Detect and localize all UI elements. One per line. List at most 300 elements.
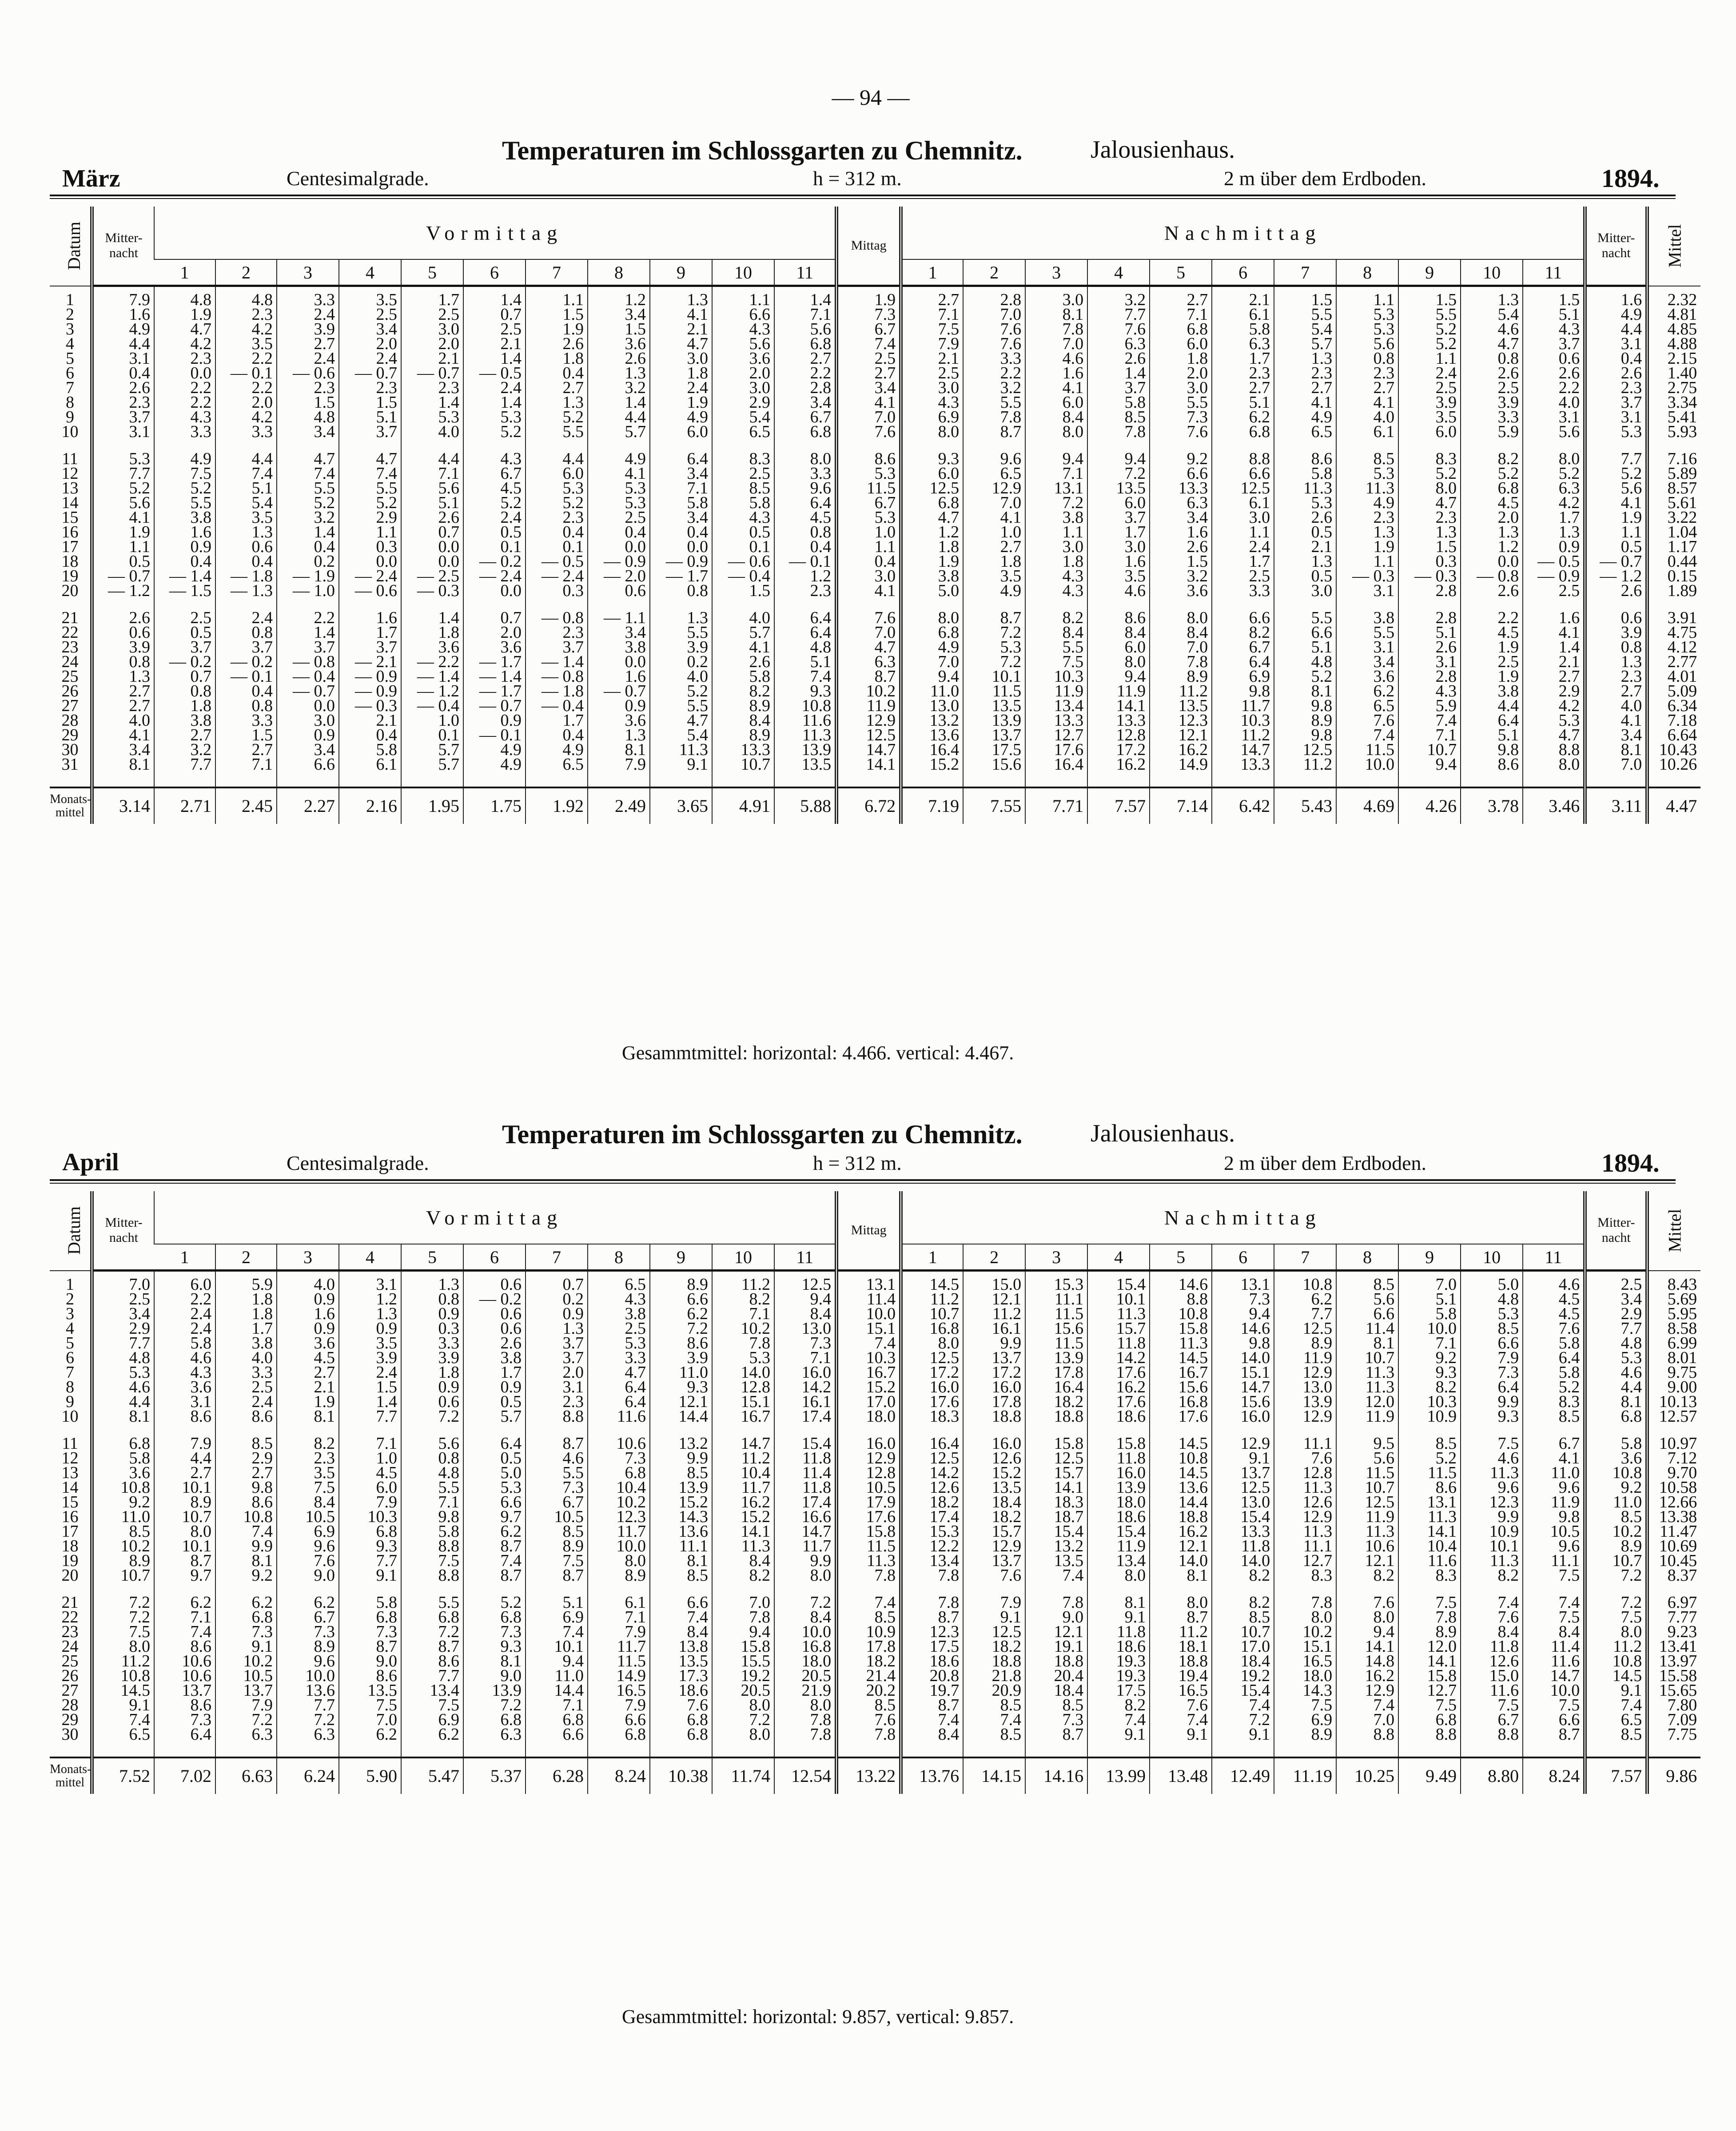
temp-cell: 5.0 bbox=[1461, 1271, 1523, 1292]
temp-cell: 2.1 bbox=[277, 1380, 339, 1395]
temp-cell: 8.0 bbox=[1150, 611, 1212, 625]
temp-cell: 17.2 bbox=[1087, 743, 1150, 757]
temp-cell: 8.9 bbox=[1585, 1539, 1647, 1554]
temp-cell: 16.0 bbox=[774, 1365, 836, 1380]
temp-cell: 11.3 bbox=[774, 728, 836, 743]
day-cell: 11 bbox=[62, 1436, 78, 1451]
temp-cell: 12.2 bbox=[901, 1539, 963, 1554]
temp-cell: 12.3 bbox=[901, 1625, 963, 1639]
temp-cell: 3.9 bbox=[339, 1351, 401, 1365]
gap-cell bbox=[1212, 1424, 1274, 1436]
gap-cell bbox=[1150, 1583, 1212, 1595]
temp-cell: 1.8 bbox=[401, 625, 463, 640]
gap-cell bbox=[1398, 1424, 1461, 1436]
temp-cell: 12.1 bbox=[1336, 1554, 1398, 1568]
temp-cell: 8.1 bbox=[92, 757, 154, 772]
spacer-cell bbox=[1523, 1742, 1585, 1757]
temp-cell: 10.0 bbox=[1523, 1683, 1585, 1698]
temp-cell: 9.8 bbox=[1523, 1510, 1585, 1524]
temp-cell: 12.1 bbox=[650, 1395, 712, 1409]
temp-cell: 9.6 bbox=[1461, 1480, 1523, 1495]
day-cell: 26 bbox=[61, 684, 79, 699]
temp-cell: 4.7 bbox=[1398, 496, 1461, 510]
temp-cell: 14.7 bbox=[774, 1524, 836, 1539]
temp-cell: 16.7 bbox=[712, 1409, 774, 1424]
temp-cell: — 0.9 bbox=[650, 554, 712, 569]
temp-cell: 1.1 bbox=[712, 286, 774, 307]
spacer-cell bbox=[1274, 772, 1336, 787]
temp-cell: 6.8 bbox=[588, 1727, 650, 1742]
day-cell: 28 bbox=[61, 713, 79, 728]
temp-cell: 7.0 bbox=[836, 410, 901, 425]
temp-cell: 10.8 bbox=[215, 1510, 277, 1524]
temp-cell: 6.4 bbox=[588, 1380, 650, 1395]
temp-cell: 2.2 bbox=[774, 366, 836, 381]
temp-cell: 12.3 bbox=[588, 1510, 650, 1524]
temp-cell: 8.5 bbox=[1523, 1409, 1585, 1424]
temp-cell: 4.8 bbox=[215, 286, 277, 307]
gap-cell bbox=[1274, 439, 1336, 452]
temp-cell: 9.3 bbox=[463, 1639, 526, 1654]
temp-cell: 9.2 bbox=[1150, 452, 1212, 466]
day-cell: 20 bbox=[61, 1568, 79, 1583]
temp-cell: 10.2 bbox=[588, 1495, 650, 1510]
temp-cell: 3.22 bbox=[1647, 510, 1700, 525]
temp-cell: 0.0 bbox=[401, 554, 463, 569]
temp-cell: 4.8 bbox=[277, 410, 339, 425]
temp-cell: 5.8 bbox=[712, 496, 774, 510]
table-row bbox=[50, 1610, 1700, 1625]
temp-cell: 7.0 bbox=[339, 1713, 401, 1727]
temp-cell: 12.9 bbox=[1274, 1409, 1336, 1424]
temp-cell: 7.2 bbox=[774, 1595, 836, 1610]
temp-cell: 3.4 bbox=[1336, 655, 1398, 669]
temp-cell: 9.7 bbox=[154, 1568, 215, 1583]
temp-cell: 4.7 bbox=[836, 640, 901, 655]
day-cell: 23 bbox=[61, 640, 79, 655]
spacer-cell bbox=[1212, 772, 1274, 787]
temp-cell: 2.15 bbox=[1647, 351, 1700, 366]
gap-cell bbox=[1212, 439, 1274, 452]
temp-cell: 7.6 bbox=[1336, 1595, 1398, 1610]
temp-cell: — 1.3 bbox=[215, 584, 277, 598]
temp-cell: 13.5 bbox=[963, 699, 1025, 713]
temp-cell: 5.6 bbox=[1336, 1451, 1398, 1466]
temp-cell: 4.2 bbox=[154, 337, 215, 351]
temp-cell: 6.7 bbox=[1461, 1713, 1523, 1727]
table-row bbox=[50, 1683, 1700, 1698]
temp-cell: 1.7 bbox=[1087, 525, 1150, 540]
temp-cell: 6.4 bbox=[154, 1727, 215, 1742]
gap-cell bbox=[1398, 439, 1461, 452]
temp-cell: 10.7 bbox=[154, 1510, 215, 1524]
temp-cell: 1.9 bbox=[836, 286, 901, 307]
temp-cell: 4.6 bbox=[526, 1451, 588, 1466]
temp-cell: 5.2 bbox=[1585, 466, 1647, 481]
table-row bbox=[50, 525, 1700, 540]
temp-cell: 10.7 bbox=[1336, 1351, 1398, 1365]
temp-cell: 7.0 bbox=[1150, 640, 1212, 655]
datum-label: Datum bbox=[64, 1206, 84, 1255]
temp-cell: — 0.1 bbox=[463, 728, 526, 743]
gesamtmittel: Gesammtmittel: horizontal: 9.857, vertical: 9.857. bbox=[622, 2006, 1014, 2028]
temp-cell: 3.7 bbox=[1585, 395, 1647, 410]
temp-cell: 2.6 bbox=[92, 381, 154, 395]
temp-cell: 17.8 bbox=[1025, 1365, 1087, 1380]
temp-cell: 7.8 bbox=[901, 1568, 963, 1583]
temp-cell: 6.2 bbox=[1336, 684, 1398, 699]
temp-cell: 9.3 bbox=[1461, 1409, 1523, 1424]
temp-cell: 9.4 bbox=[901, 669, 963, 684]
temp-cell: 0.0 bbox=[339, 554, 401, 569]
temp-cell: 6.4 bbox=[1461, 1380, 1523, 1395]
temp-cell: 4.5 bbox=[1461, 625, 1523, 640]
temp-cell: 2.6 bbox=[1461, 366, 1523, 381]
year-label: 1894. bbox=[1601, 1149, 1660, 1177]
header-datum bbox=[50, 207, 92, 286]
temp-cell: 18.7 bbox=[1025, 1510, 1087, 1524]
monatsmittel-cell: 8.24 bbox=[588, 1757, 650, 1794]
temp-cell: 2.2 bbox=[277, 611, 339, 625]
temp-cell: 7.2 bbox=[463, 1698, 526, 1713]
temp-cell: 3.7 bbox=[277, 640, 339, 655]
temp-cell: 8.3 bbox=[1523, 1395, 1585, 1409]
temp-cell: 12.6 bbox=[1274, 1495, 1336, 1510]
temp-cell: 1.7 bbox=[339, 625, 401, 640]
temp-cell: 0.4 bbox=[526, 525, 588, 540]
temp-cell: 7.8 bbox=[774, 1727, 836, 1742]
temp-cell: 8.1 bbox=[1585, 1395, 1647, 1409]
temp-cell: 7.4 bbox=[774, 669, 836, 684]
hour-am-7: 7 bbox=[526, 1244, 588, 1271]
temp-cell: 14.7 bbox=[1212, 743, 1274, 757]
temp-cell: 2.4 bbox=[215, 611, 277, 625]
temp-cell: 1.4 bbox=[1523, 640, 1585, 655]
temp-cell: 5.8 bbox=[92, 1451, 154, 1466]
temp-cell: 7.4 bbox=[1523, 1595, 1585, 1610]
temp-cell: 6.2 bbox=[154, 1595, 215, 1610]
gap-cell bbox=[1025, 598, 1087, 611]
temp-cell: 5.2 bbox=[1398, 322, 1461, 337]
temp-cell: 2.6 bbox=[1398, 640, 1461, 655]
temp-cell: 3.2 bbox=[1087, 286, 1150, 307]
temp-cell: 7.1 bbox=[712, 1307, 774, 1321]
temp-cell: 4.4 bbox=[154, 1451, 215, 1466]
hour-pm-9: 9 bbox=[1398, 1244, 1461, 1271]
temp-cell: 16.2 bbox=[1150, 1524, 1212, 1539]
monatsmittel-row bbox=[50, 787, 1700, 824]
hour-pm-11: 11 bbox=[1523, 259, 1585, 286]
table-row bbox=[50, 337, 1700, 351]
gap-cell bbox=[1398, 1583, 1461, 1595]
temp-cell: 10.7 bbox=[92, 1568, 154, 1583]
temp-cell: 3.3 bbox=[588, 1351, 650, 1365]
temp-cell: 4.1 bbox=[588, 466, 650, 481]
temp-cell: 7.4 bbox=[215, 1524, 277, 1539]
temp-cell: 8.3 bbox=[712, 452, 774, 466]
temp-cell: 14.0 bbox=[1150, 1554, 1212, 1568]
gap-cell bbox=[277, 1583, 339, 1595]
temp-cell: 16.7 bbox=[1150, 1365, 1212, 1380]
temp-cell: 8.6 bbox=[1087, 611, 1150, 625]
temp-cell: 5.95 bbox=[1647, 1307, 1700, 1321]
temp-cell: 7.6 bbox=[836, 425, 901, 439]
temp-cell: 2.6 bbox=[92, 611, 154, 625]
hour-am-10: 10 bbox=[712, 259, 774, 286]
temp-cell: 2.3 bbox=[526, 1395, 588, 1409]
gap-cell bbox=[463, 1424, 526, 1436]
temp-cell: 6.8 bbox=[650, 1727, 712, 1742]
temp-cell: 2.8 bbox=[1398, 584, 1461, 598]
temp-cell: 6.6 bbox=[712, 307, 774, 322]
temp-cell: 4.1 bbox=[1585, 496, 1647, 510]
temp-cell: 3.4 bbox=[836, 381, 901, 395]
temp-cell: 12.7 bbox=[1398, 1683, 1461, 1698]
monatsmittel-row bbox=[50, 1757, 1700, 1794]
temp-cell: 7.4 bbox=[339, 466, 401, 481]
temp-cell: 0.2 bbox=[277, 554, 339, 569]
temp-cell: 0.6 bbox=[463, 1271, 526, 1292]
temp-cell: — 0.1 bbox=[774, 554, 836, 569]
temp-cell: 0.5 bbox=[154, 625, 215, 640]
temp-cell: 8.0 bbox=[1087, 655, 1150, 669]
temp-cell: 7.9 bbox=[588, 1698, 650, 1713]
temp-cell: 5.0 bbox=[901, 584, 963, 598]
temp-cell: 19.1 bbox=[1025, 1639, 1087, 1654]
temp-cell: 18.2 bbox=[901, 1495, 963, 1510]
monatsmittel-cell: 14.16 bbox=[1025, 1757, 1087, 1794]
temp-cell: 7.8 bbox=[1025, 322, 1087, 337]
temp-cell: 7.3 bbox=[339, 1625, 401, 1639]
temp-cell: 10.45 bbox=[1647, 1554, 1700, 1568]
day-cell: 5 bbox=[66, 351, 74, 366]
temp-cell: 1.3 bbox=[1461, 286, 1523, 307]
gap-cell bbox=[92, 1583, 154, 1595]
temp-cell: 11.2 bbox=[712, 1451, 774, 1466]
temp-cell: 9.8 bbox=[1274, 728, 1336, 743]
temp-cell: 8.6 bbox=[154, 1409, 215, 1424]
temp-cell: 12.6 bbox=[963, 1451, 1025, 1466]
temp-cell: 1.0 bbox=[963, 525, 1025, 540]
temp-cell: 3.6 bbox=[588, 337, 650, 351]
temp-cell: 3.4 bbox=[774, 395, 836, 410]
temp-cell: 2.77 bbox=[1647, 655, 1700, 669]
temp-cell: 1.1 bbox=[1398, 351, 1461, 366]
temp-cell: 16.2 bbox=[1336, 1669, 1398, 1683]
temp-cell: 8.0 bbox=[1523, 757, 1585, 772]
temp-cell: 8.0 bbox=[154, 1524, 215, 1539]
temp-cell: 12.6 bbox=[1461, 1654, 1523, 1669]
temp-cell: 0.8 bbox=[1585, 640, 1647, 655]
temp-cell: 5.9 bbox=[1398, 699, 1461, 713]
monatsmittel-label: Monats- mittel bbox=[50, 1757, 92, 1794]
temp-cell: 6.0 bbox=[1398, 425, 1461, 439]
temp-cell: 17.6 bbox=[901, 1395, 963, 1409]
temp-cell: 4.9 bbox=[1336, 496, 1398, 510]
temp-cell: 7.09 bbox=[1647, 1713, 1700, 1727]
temp-cell: 0.9 bbox=[401, 1380, 463, 1395]
gap-cell bbox=[401, 1583, 463, 1595]
temp-cell: 7.1 bbox=[901, 307, 963, 322]
temp-cell: 6.3 bbox=[277, 1727, 339, 1742]
row-gap bbox=[50, 1424, 1700, 1436]
temp-cell: 16.0 bbox=[901, 1380, 963, 1395]
temp-cell: 11.6 bbox=[1523, 1654, 1585, 1669]
temp-cell: 3.9 bbox=[1461, 395, 1523, 410]
temp-cell: 8.01 bbox=[1647, 1351, 1700, 1365]
table-row bbox=[50, 1669, 1700, 1683]
year-label: 1894. bbox=[1601, 164, 1660, 193]
temp-cell: 7.0 bbox=[836, 625, 901, 640]
monatsmittel-cell: 4.91 bbox=[712, 787, 774, 824]
hour-pm-4: 4 bbox=[1087, 259, 1150, 286]
temp-cell: 18.8 bbox=[1150, 1510, 1212, 1524]
temp-cell: 11.4 bbox=[774, 1466, 836, 1480]
temp-cell: 8.7 bbox=[836, 669, 901, 684]
temp-cell: 1.5 bbox=[1274, 286, 1336, 307]
temp-cell: 7.6 bbox=[963, 337, 1025, 351]
temp-cell: — 0.7 bbox=[463, 699, 526, 713]
temp-cell: 6.34 bbox=[1647, 699, 1700, 713]
temp-cell: 4.9 bbox=[588, 452, 650, 466]
temp-cell: 10.9 bbox=[1398, 1409, 1461, 1424]
spacer-cell bbox=[401, 772, 463, 787]
temp-cell: 7.7 bbox=[92, 1336, 154, 1351]
temp-cell: 8.6 bbox=[154, 1698, 215, 1713]
gap-cell bbox=[774, 439, 836, 452]
temp-cell: 3.34 bbox=[1647, 395, 1700, 410]
temp-cell: 1.1 bbox=[92, 540, 154, 554]
temp-cell: 14.4 bbox=[526, 1683, 588, 1698]
temp-cell: 6.0 bbox=[1087, 640, 1150, 655]
temp-cell: 2.3 bbox=[277, 1451, 339, 1466]
temp-cell: 7.6 bbox=[1150, 425, 1212, 439]
temp-cell: 7.4 bbox=[1398, 713, 1461, 728]
temp-cell: 8.1 bbox=[215, 1554, 277, 1568]
temp-cell: 1.4 bbox=[463, 395, 526, 410]
temp-cell: 11.7 bbox=[1212, 699, 1274, 713]
spacer-cell bbox=[1150, 1742, 1212, 1757]
temp-cell: 16.0 bbox=[963, 1436, 1025, 1451]
gap-cell bbox=[215, 1424, 277, 1436]
temp-cell: 6.8 bbox=[463, 1713, 526, 1727]
temp-cell: 7.9 bbox=[215, 1698, 277, 1713]
header-rule bbox=[50, 195, 1676, 199]
temp-cell: 7.8 bbox=[901, 1595, 963, 1610]
temp-cell: 17.8 bbox=[836, 1639, 901, 1654]
temp-cell: 5.8 bbox=[339, 1595, 401, 1610]
gap-cell bbox=[712, 1424, 774, 1436]
temp-cell: 8.9 bbox=[1274, 1727, 1336, 1742]
temp-cell: 2.0 bbox=[215, 395, 277, 410]
temp-cell: 2.3 bbox=[1336, 510, 1398, 525]
temp-cell: 4.3 bbox=[1025, 584, 1087, 598]
spacer-cell bbox=[1336, 1742, 1398, 1757]
temp-cell: 11.5 bbox=[963, 684, 1025, 699]
temp-cell: 5.3 bbox=[963, 640, 1025, 655]
table-row bbox=[50, 1625, 1700, 1639]
temp-cell: 18.2 bbox=[963, 1639, 1025, 1654]
table-row bbox=[50, 1639, 1700, 1654]
temp-cell: 9.4 bbox=[1087, 669, 1150, 684]
section-subtitle: Jalousienhaus. bbox=[1091, 1120, 1235, 1147]
temp-cell: 3.1 bbox=[526, 1380, 588, 1395]
temp-cell: 0.4 bbox=[92, 366, 154, 381]
temp-cell: 4.3 bbox=[901, 395, 963, 410]
spacer-cell bbox=[92, 1742, 154, 1757]
spacer-cell bbox=[836, 772, 901, 787]
temp-cell: 1.3 bbox=[339, 1307, 401, 1321]
temp-cell: 6.6 bbox=[1150, 466, 1212, 481]
temp-cell: 0.4 bbox=[277, 540, 339, 554]
temp-cell: 15.1 bbox=[1274, 1639, 1336, 1654]
temp-cell: 4.4 bbox=[401, 452, 463, 466]
temp-cell: 3.8 bbox=[1025, 510, 1087, 525]
temp-cell: 18.4 bbox=[1212, 1654, 1274, 1669]
table-row bbox=[50, 1451, 1700, 1466]
temp-cell: 7.4 bbox=[1087, 1713, 1150, 1727]
temp-cell: 3.3 bbox=[215, 425, 277, 439]
monatsmittel-cell: 6.28 bbox=[526, 1757, 588, 1794]
temp-cell: 11.9 bbox=[1087, 1539, 1150, 1554]
temp-cell: 15.5 bbox=[712, 1654, 774, 1669]
temp-cell: 14.6 bbox=[1212, 1321, 1274, 1336]
temp-cell: 4.8 bbox=[774, 640, 836, 655]
temp-cell: 10.1 bbox=[526, 1639, 588, 1654]
monatsmittel-cell: 13.99 bbox=[1087, 1757, 1150, 1794]
temp-cell: 10.0 bbox=[836, 1307, 901, 1321]
temp-cell: 1.8 bbox=[650, 366, 712, 381]
temp-cell: 0.9 bbox=[401, 1307, 463, 1321]
gap-cell bbox=[50, 598, 92, 611]
temp-cell: 2.6 bbox=[463, 1336, 526, 1351]
temp-cell: 10.3 bbox=[836, 1351, 901, 1365]
temp-cell: 7.7 bbox=[1274, 1307, 1336, 1321]
temp-cell: 2.5 bbox=[215, 1380, 277, 1395]
temp-cell: 2.7 bbox=[92, 684, 154, 699]
hour-pm-3: 3 bbox=[1025, 1244, 1087, 1271]
temp-cell: 9.6 bbox=[1523, 1539, 1585, 1554]
temp-cell: 1.3 bbox=[1336, 525, 1398, 540]
temp-cell: 7.6 bbox=[1087, 322, 1150, 337]
temp-cell: 17.2 bbox=[963, 1365, 1025, 1380]
temp-cell: 1.4 bbox=[588, 395, 650, 410]
temp-cell: 7.16 bbox=[1647, 452, 1700, 466]
temp-cell: 7.6 bbox=[963, 322, 1025, 337]
gap-cell bbox=[1274, 1583, 1336, 1595]
hour-am-8: 8 bbox=[588, 1244, 650, 1271]
day-cell: 11 bbox=[62, 451, 78, 466]
temp-cell: 11.9 bbox=[1336, 1510, 1398, 1524]
table-row bbox=[50, 569, 1700, 584]
temp-cell: 10.0 bbox=[774, 1625, 836, 1639]
temp-cell: 11.5 bbox=[836, 1539, 901, 1554]
temp-cell: 18.2 bbox=[1025, 1395, 1087, 1409]
temp-cell: 4.0 bbox=[401, 425, 463, 439]
temp-cell: 7.1 bbox=[588, 1610, 650, 1625]
temp-cell: 7.9 bbox=[339, 1495, 401, 1510]
temp-cell: 8.1 bbox=[1087, 1595, 1150, 1610]
temp-cell: 7.3 bbox=[1150, 410, 1212, 425]
monatsmittel-cell: 2.49 bbox=[588, 787, 650, 824]
temp-cell: 4.0 bbox=[215, 1351, 277, 1365]
temp-cell: 10.2 bbox=[1274, 1625, 1336, 1639]
spacer-cell bbox=[963, 1742, 1025, 1757]
temp-cell: 6.7 bbox=[1212, 640, 1274, 655]
temp-cell: — 0.1 bbox=[215, 669, 277, 684]
temp-cell: 8.7 bbox=[1523, 1727, 1585, 1742]
temp-cell: 8.5 bbox=[1585, 1510, 1647, 1524]
